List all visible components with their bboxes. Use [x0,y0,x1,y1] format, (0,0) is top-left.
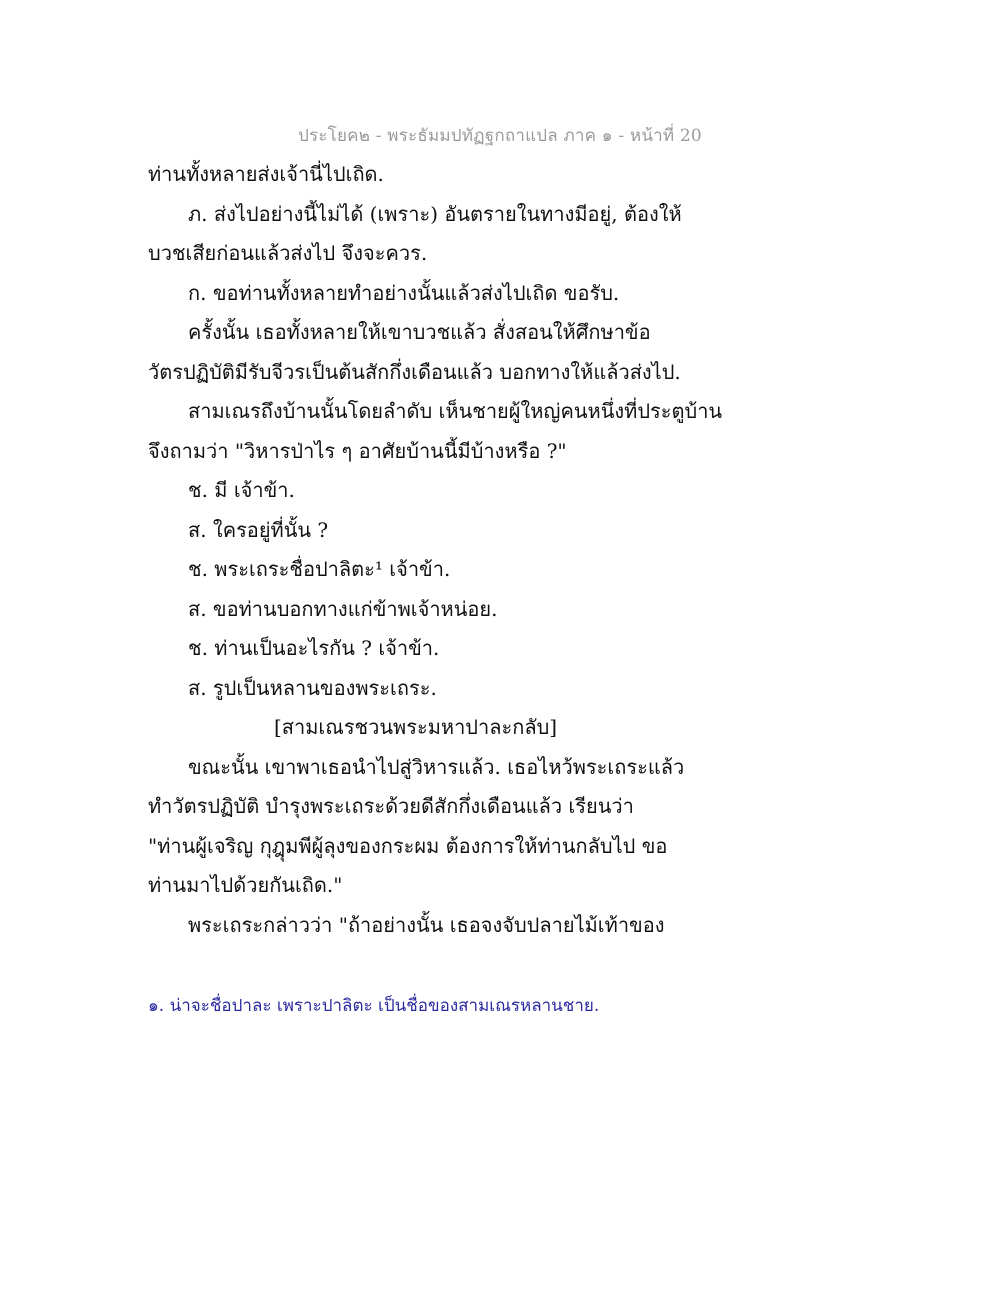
dialogue-line: ส. รูปเป็นหลานของพระเถระ. [188,675,437,700]
text-line: ครั้งนั้น เธอทั้งหลายให้เขาบวชแล้ว สั่งสอนให้ศึกษาข้อ [188,320,651,344]
text-line: ท่านทั้งหลายส่งเจ้านี่ไปเถิด. [148,162,384,186]
footnote: ๑. น่าจะชื่อปาละ เพราะปาลิตะ เป็นชื่อของสามเณรหลานชาย. [148,996,600,1016]
text-line: สามเณรถึงบ้านนั้นโดยลำดับ เห็นชายผู้ใหญ่คนหนึ่งที่ประตูบ้าน [188,399,723,423]
page-header [0,122,1000,149]
text-line: จึงถามว่า "วิหารป่าไร ๆ อาศัยบ้านนี้มีบ้างหรือ ?" [148,438,567,463]
header-text: ประโยค๒ - พระธัมมปทัฏฐกถาแปล ภาค ๑ - หน้าที่ 20 [298,126,702,146]
text-line: ขณะนั้น เขาพาเธอนำไปสู่วิหารแล้ว. เธอไหว้พระเถระแล้ว [188,754,685,779]
text-line: พระเถระกล่าวว่า "ถ้าอย่างนั้น เธอจงจับปลายไม้เท้าของ [188,912,665,937]
text-line: ก. ขอท่านทั้งหลายทำอย่างนั้นแล้วส่งไปเถิด ขอรับ. [188,280,620,305]
body-text [148,155,723,945]
dialogue-line: ช. ท่านเป็นอะไรกัน ? เจ้าข้า. [188,636,440,660]
text-line: บวชเสียก่อนแล้วส่งไป จึงจะควร. [148,241,428,265]
dialogue-line: ส. ใครอยู่ที่นั้น ? [188,517,329,542]
dialogue-line: ช. พระเถระชื่อปาลิตะ¹ เจ้าข้า. [188,557,451,581]
text-line: วัตรปฏิบัติมีรับจีวรเป็นต้นสักกึ่งเดือนแล้ว บอกทางให้แล้วส่งไป. [148,359,681,384]
dialogue-line: ส. ขอท่านบอกทางแก่ข้าพเจ้าหน่อย. [188,596,498,621]
text-line: ทำวัตรปฏิบัติ บำรุงพระเถระด้วยดีสักกึ่งเดือนแล้ว เรียนว่า [148,794,634,818]
dialogue-line: ช. มี เจ้าข้า. [188,478,295,502]
section-heading: [สามเณรชวนพระมหาปาละกลับ] [274,715,558,739]
text-line: "ท่านผู้เจริญ กุฎุมพีผู้ลุงของกระผม ต้องการให้ท่านกลับไป ขอ [148,833,668,858]
text-line: ท่านมาไปด้วยกันเถิด." [148,873,343,897]
text-line: ภ. ส่งไปอย่างนี้ไม่ได้ (เพราะ) อันตรายในทางมีอยู่, ต้องให้ [188,201,682,226]
